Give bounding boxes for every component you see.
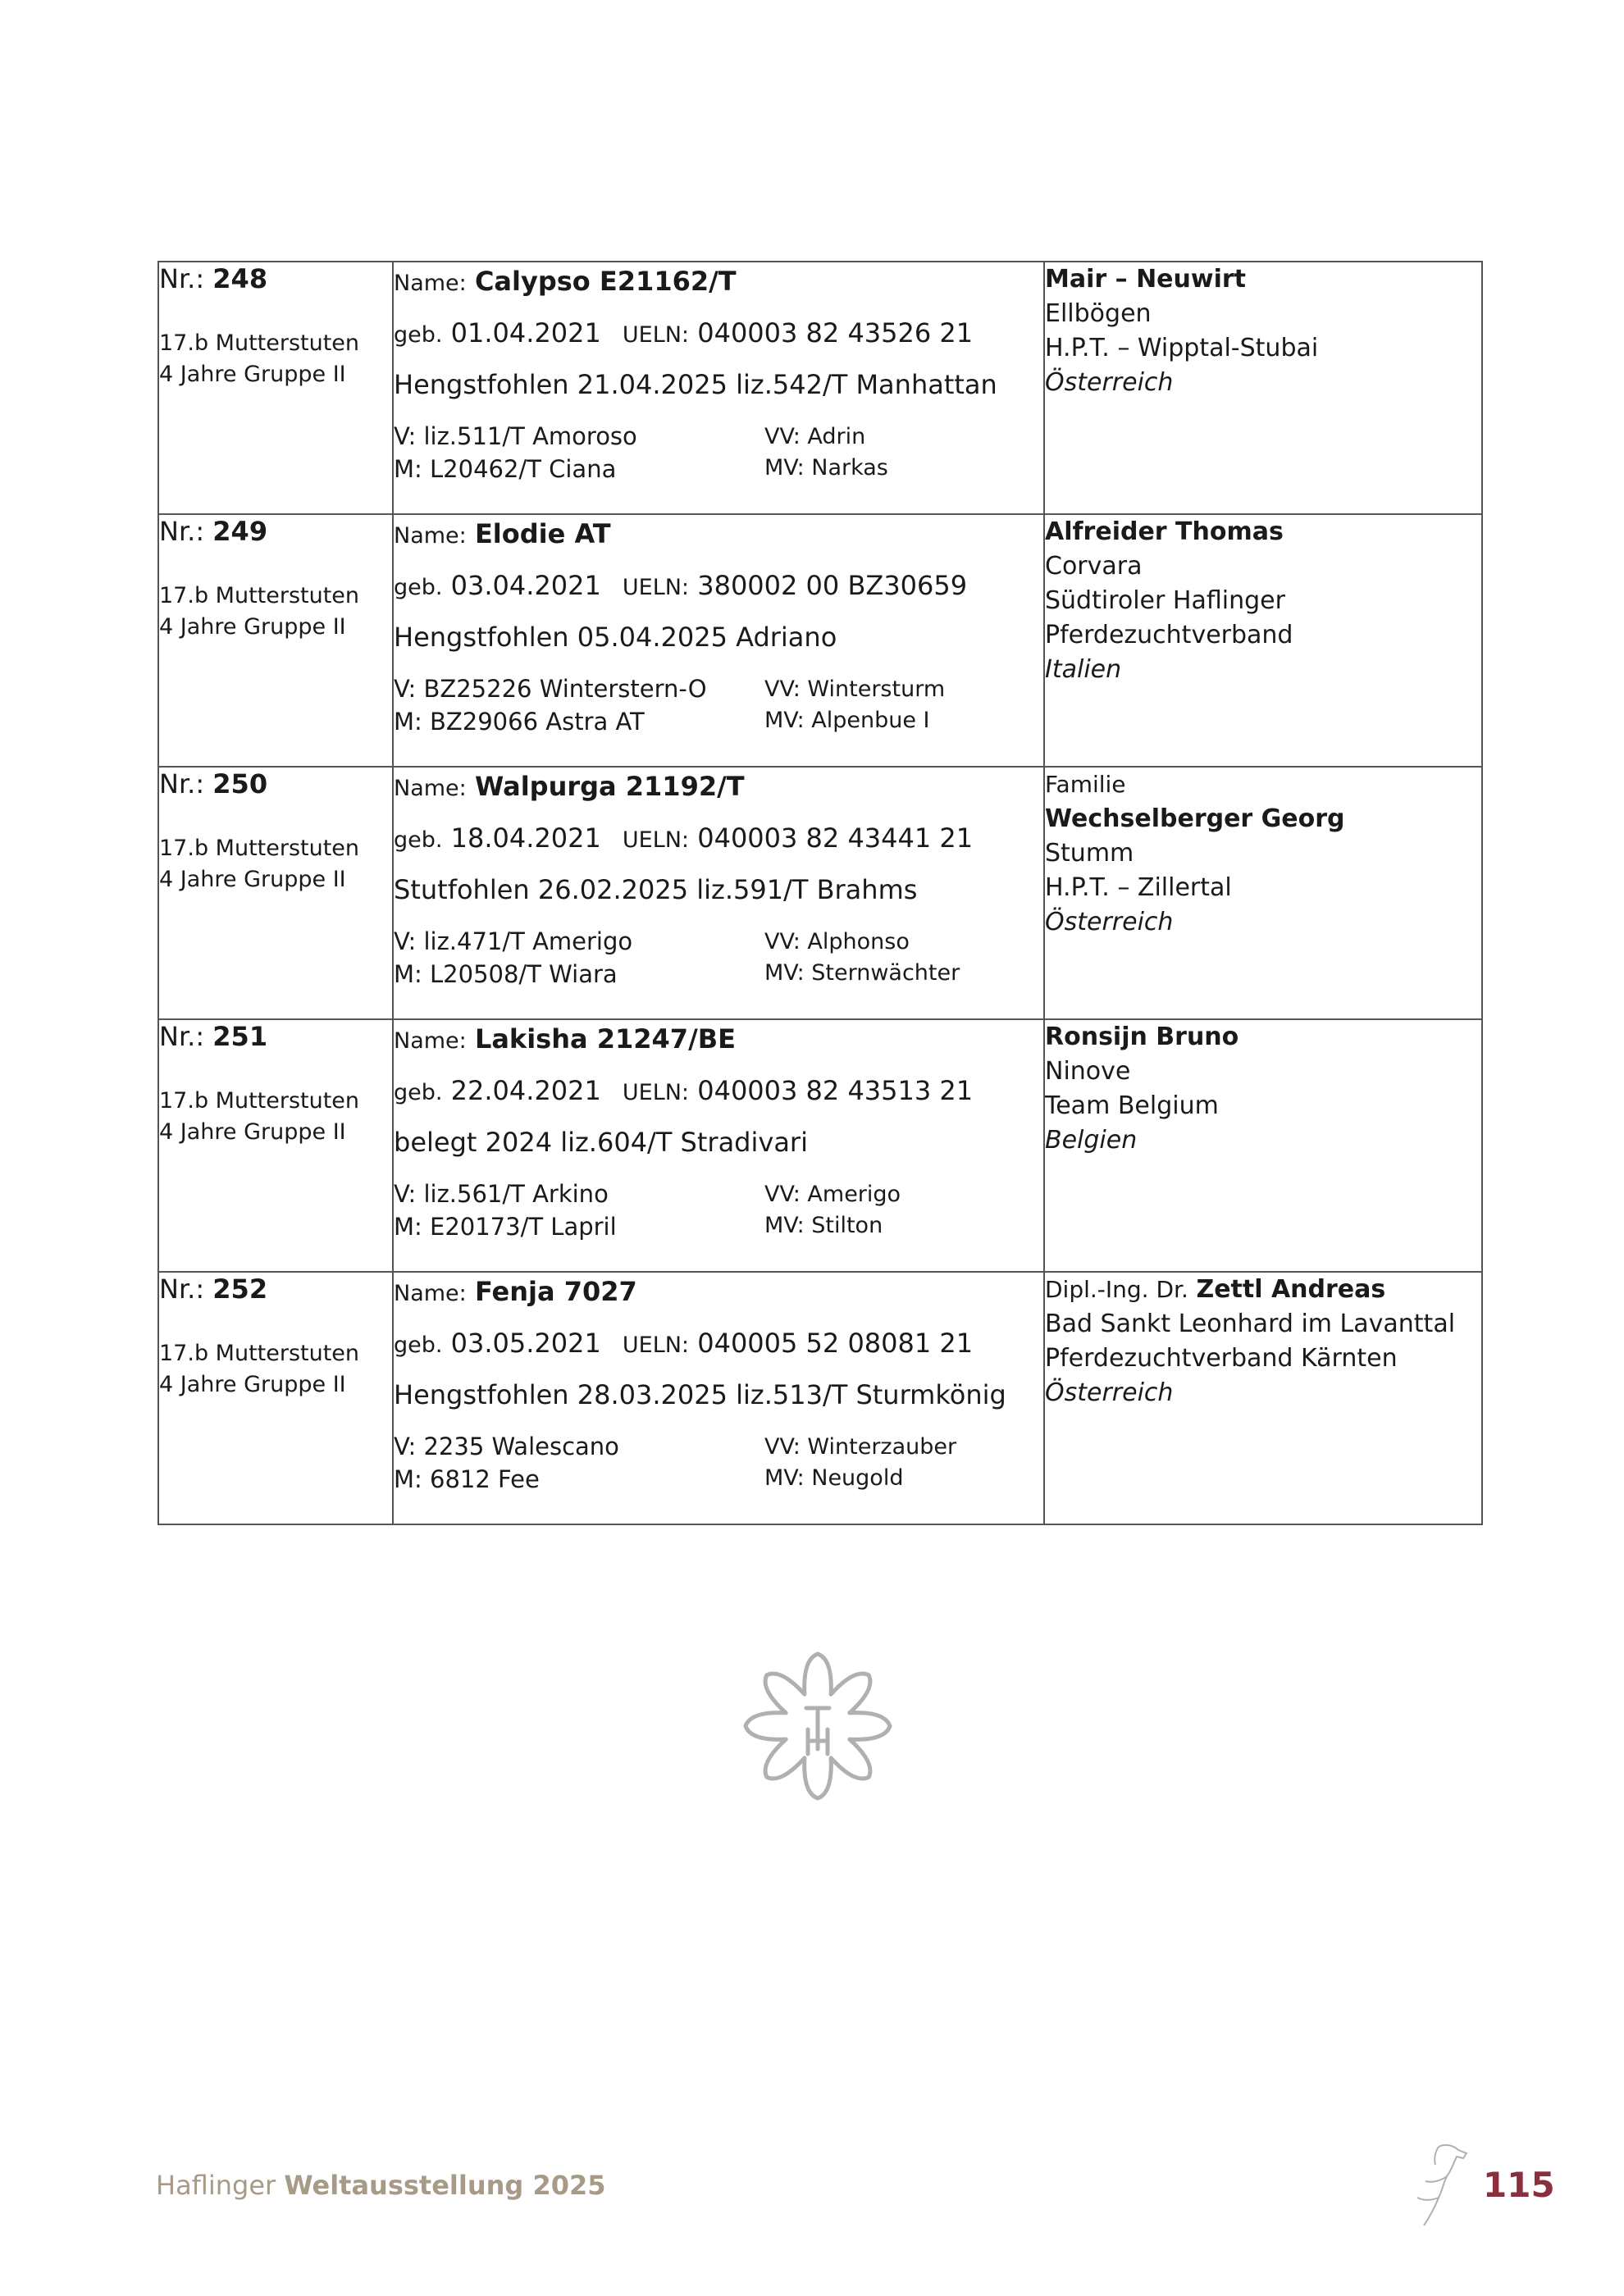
class-line-2: 4 Jahre Gruppe II (159, 362, 346, 387)
page-number: 115 (1483, 2165, 1555, 2205)
pedigree (394, 1178, 1043, 1243)
birth-ueln-line (394, 819, 1043, 859)
sire: V: 2235 Walescano (394, 1433, 619, 1460)
entry-number (159, 1020, 392, 1053)
nr-label: Nr.: (159, 1273, 205, 1305)
class-line-2: 4 Jahre Gruppe II (159, 614, 346, 640)
birth-date: 22.04.2021 (450, 1075, 601, 1106)
owner-country: Österreich (1045, 1378, 1174, 1407)
owner-cell (1044, 262, 1482, 514)
nr-value: 252 (212, 1273, 268, 1305)
class-line-2: 4 Jahre Gruppe II (159, 1372, 346, 1397)
nr-value: 249 (212, 516, 268, 547)
dam: M: BZ29066 Astra AT (394, 708, 645, 736)
breeding-status: Stutfohlen 26.02.2025 liz.591/T Brahms (394, 874, 918, 905)
horse-name: Calypso E21162/T (474, 266, 737, 297)
dam: M: L20462/T Ciana (394, 455, 617, 483)
birth-date: 18.04.2021 (450, 822, 601, 854)
horse-details-cell (393, 1019, 1044, 1272)
birth-ueln-line (394, 1324, 1043, 1364)
pedigree (394, 1430, 1043, 1496)
ueln-value: 040005 52 08081 21 (697, 1328, 974, 1359)
entry-row (158, 262, 1482, 514)
entry-row (158, 1272, 1482, 1524)
birth-ueln-line (394, 314, 1043, 354)
horse-name: Fenja 7027 (474, 1276, 637, 1307)
pedigree (394, 672, 1043, 738)
sire: V: liz.511/T Amoroso (394, 422, 637, 450)
ueln-value: 380002 00 BZ30659 (697, 570, 968, 601)
nr-value: 250 (212, 768, 268, 800)
nr-label: Nr.: (159, 1021, 205, 1052)
dam-sire: MV: Sternwächter (764, 960, 960, 986)
owner-line: Ninove (1045, 1057, 1131, 1086)
class-line-2: 4 Jahre Gruppe II (159, 867, 346, 892)
entry-class (159, 833, 392, 895)
geb-label: geb. (394, 322, 443, 348)
class-line-1: 17.b Mutterstuten (159, 330, 360, 356)
owner-name: Zettl Andreas (1196, 1275, 1386, 1304)
entry-class (159, 1086, 392, 1148)
birth-ueln-line (394, 1072, 1043, 1112)
ueln-value: 040003 82 43526 21 (697, 317, 974, 348)
horse-name: Elodie AT (474, 518, 611, 549)
owner-country: Österreich (1045, 908, 1174, 936)
owner-cell (1044, 767, 1482, 1019)
entry-number-cell (158, 767, 393, 1019)
name-label: Name: (394, 776, 467, 801)
owner-cell (1044, 1019, 1482, 1272)
owner-line: H.P.T. – Wipptal-Stubai (1045, 334, 1319, 362)
birth-date: 03.05.2021 (450, 1328, 601, 1359)
nr-label: Nr.: (159, 768, 205, 800)
owner-line: Ellbögen (1045, 299, 1152, 328)
owner-line: Stumm (1045, 839, 1134, 868)
class-line-1: 17.b Mutterstuten (159, 1341, 360, 1366)
horse-name-line (394, 768, 1043, 808)
owner-line: Südtiroler Haflinger (1045, 586, 1285, 615)
breeding-status: Hengstfohlen 05.04.2025 Adriano (394, 622, 837, 653)
ueln-value: 040003 82 43513 21 (697, 1075, 974, 1106)
owner-country: Österreich (1045, 368, 1174, 397)
sire-sire: VV: Adrin (764, 424, 866, 449)
entry-number-cell (158, 514, 393, 767)
footer-title-part2: Weltausstellung 2025 (284, 2170, 606, 2201)
horse-name-line (394, 515, 1043, 555)
ueln-label: UELN: (622, 322, 690, 348)
horse-icon (1406, 2140, 1473, 2230)
footer-title-part1: Haflinger (156, 2170, 276, 2201)
birth-date: 01.04.2021 (450, 317, 601, 348)
horse-details-cell (393, 262, 1044, 514)
owner-name: Ronsijn Bruno (1045, 1023, 1239, 1051)
dam: M: 6812 Fee (394, 1465, 540, 1493)
entry-class (159, 581, 392, 643)
owner-name: Wechselberger Georg (1045, 804, 1345, 833)
sire: V: liz.471/T Amerigo (394, 927, 633, 955)
breeding-status: Hengstfohlen 28.03.2025 liz.513/T Sturmkönig (394, 1379, 1006, 1410)
dam-sire: MV: Neugold (764, 1465, 904, 1491)
name-label: Name: (394, 523, 467, 549)
horse-name-line (394, 262, 1043, 303)
entry-number (159, 262, 392, 295)
sire: V: BZ25226 Winterstern-O (394, 675, 707, 703)
nr-label: Nr.: (159, 263, 205, 294)
catalog-body (158, 262, 1482, 1524)
owner-line: Bad Sankt Leonhard im Lavanttal (1045, 1310, 1456, 1338)
ueln-value: 040003 82 43441 21 (697, 822, 974, 854)
horse-name-line (394, 1273, 1043, 1313)
geb-label: geb. (394, 1332, 443, 1358)
dam-sire: MV: Alpenbue I (764, 708, 930, 733)
owner-line: Corvara (1045, 552, 1143, 581)
entry-class (159, 1338, 392, 1401)
nr-value: 251 (212, 1021, 268, 1052)
nr-label: Nr.: (159, 516, 205, 547)
birth-date: 03.04.2021 (450, 570, 601, 601)
entry-number (159, 1273, 392, 1305)
ueln-label: UELN: (622, 1080, 690, 1105)
dam-sire: MV: Narkas (764, 455, 888, 481)
entry-row (158, 1019, 1482, 1272)
sire-sire: VV: Winterzauber (764, 1434, 957, 1460)
geb-label: geb. (394, 575, 443, 600)
class-line-1: 17.b Mutterstuten (159, 1088, 360, 1114)
horse-details-cell (393, 514, 1044, 767)
entry-number (159, 768, 392, 800)
edelweiss-th-icon (740, 1640, 896, 1812)
name-label: Name: (394, 271, 467, 296)
name-label: Name: (394, 1028, 467, 1054)
horse-details-cell (393, 767, 1044, 1019)
entry-number (159, 515, 392, 548)
geb-label: geb. (394, 1080, 443, 1105)
entry-number-cell (158, 1272, 393, 1524)
name-label: Name: (394, 1281, 467, 1306)
pedigree (394, 925, 1043, 991)
class-line-1: 17.b Mutterstuten (159, 583, 360, 608)
entry-class (159, 328, 392, 390)
owner-prefix: Dipl.-Ing. Dr. (1045, 1276, 1188, 1303)
horse-name: Lakisha 21247/BE (474, 1023, 736, 1055)
owner-line: H.P.T. – Zillertal (1045, 873, 1232, 902)
birth-ueln-line (394, 567, 1043, 607)
owner-prefix: Familie (1045, 771, 1126, 798)
sire-sire: VV: Wintersturm (764, 676, 946, 702)
owner-name: Mair – Neuwirt (1045, 265, 1247, 294)
nr-value: 248 (212, 263, 268, 294)
owner-cell (1044, 1272, 1482, 1524)
ueln-label: UELN: (622, 827, 690, 853)
breeding-status: Hengstfohlen 21.04.2025 liz.542/T Manhattan (394, 369, 997, 400)
sire-sire: VV: Amerigo (764, 1182, 901, 1207)
entry-number-cell (158, 1019, 393, 1272)
dam: M: L20508/T Wiara (394, 960, 618, 988)
ueln-label: UELN: (622, 1332, 690, 1358)
dam: M: E20173/T Lapril (394, 1213, 617, 1241)
owner-name: Alfreider Thomas (1045, 517, 1284, 546)
sire: V: liz.561/T Arkino (394, 1180, 609, 1208)
class-line-1: 17.b Mutterstuten (159, 836, 360, 861)
owner-cell (1044, 514, 1482, 767)
dam-sire: MV: Stilton (764, 1213, 883, 1238)
entry-row (158, 514, 1482, 767)
owner-country: Italien (1045, 655, 1122, 684)
owner-line: Team Belgium (1045, 1091, 1219, 1120)
horse-details-cell (393, 1272, 1044, 1524)
entry-number-cell (158, 262, 393, 514)
owner-country: Belgien (1045, 1126, 1138, 1155)
horse-name-line (394, 1020, 1043, 1060)
entry-row (158, 767, 1482, 1019)
catalog-table (157, 261, 1483, 1525)
footer-title (156, 2170, 606, 2201)
breeding-status: belegt 2024 liz.604/T Stradivari (394, 1127, 808, 1158)
owner-line: Pferdezuchtverband (1045, 621, 1293, 649)
horse-name: Walpurga 21192/T (474, 771, 745, 802)
owner-line: Pferdezuchtverband Kärnten (1045, 1344, 1398, 1373)
geb-label: geb. (394, 827, 443, 853)
ueln-label: UELN: (622, 575, 690, 600)
sire-sire: VV: Alphonso (764, 929, 910, 954)
class-line-2: 4 Jahre Gruppe II (159, 1119, 346, 1145)
pedigree (394, 420, 1043, 485)
